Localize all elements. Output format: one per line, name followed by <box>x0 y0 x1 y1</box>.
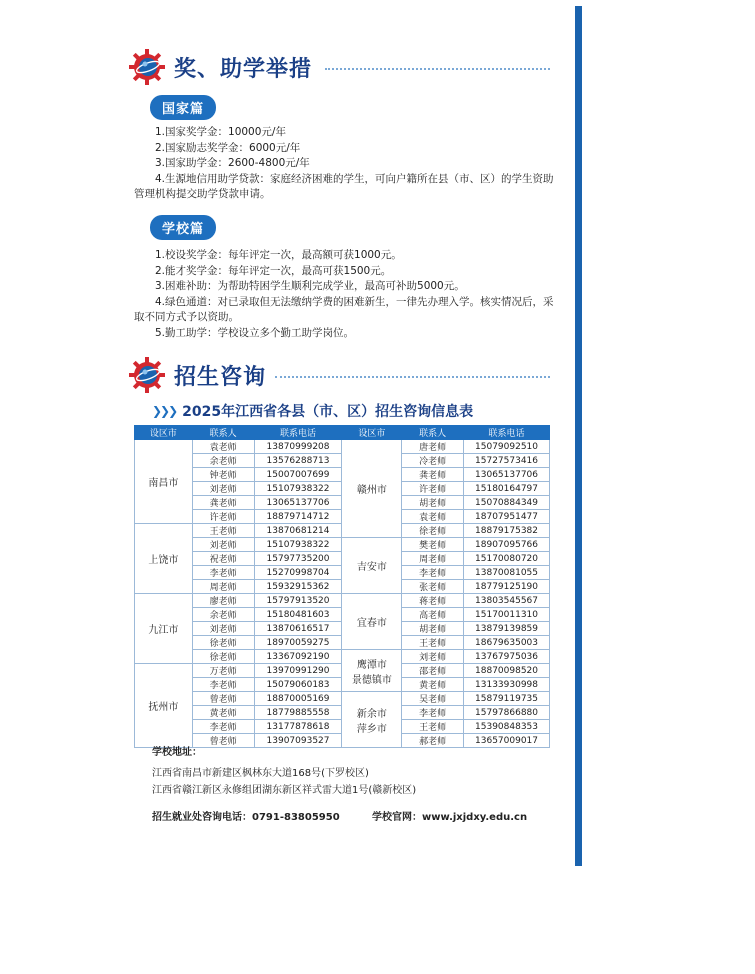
phone-cell: 15107938322 <box>254 538 342 552</box>
contact-cell: 郝老师 <box>402 734 464 748</box>
admission-table <box>134 425 550 748</box>
phone-cell: 15879119735 <box>464 692 550 706</box>
phone-cell: 18679635003 <box>464 636 550 650</box>
contact-cell: 唐老师 <box>402 440 464 454</box>
city-cell: 赣州市 <box>342 440 402 538</box>
contact-cell: 李老师 <box>402 566 464 580</box>
list-item: 2.能才奖学金：每年评定一次，最高可获1500元。 <box>155 264 392 277</box>
column-header: 设区市 <box>135 426 193 440</box>
phone-cell: 15797913520 <box>254 594 342 608</box>
contact-cell: 许老师 <box>402 482 464 496</box>
phone-cell: 13367092190 <box>254 650 342 664</box>
column-header: 联系电话 <box>464 426 550 440</box>
phone-cell: 15727573416 <box>464 454 550 468</box>
triple-chevron-icon: ❯❯❯ <box>152 404 177 418</box>
contact-cell: 邵老师 <box>402 664 464 678</box>
contact-cell: 王老师 <box>402 636 464 650</box>
phone-cell: 18907095766 <box>464 538 550 552</box>
phone-cell: 15079060183 <box>254 678 342 692</box>
contact-cell: 胡老师 <box>402 496 464 510</box>
contact-cell: 高老师 <box>402 608 464 622</box>
gear-globe-icon <box>128 356 166 394</box>
list-item: 3.国家助学金：2600-4800元/年 <box>155 157 310 169</box>
national-label: 国家篇 <box>150 95 216 120</box>
contact-cell: 李老师 <box>192 720 254 734</box>
phone-cell: 15180164797 <box>464 482 550 496</box>
city-cell: 抚州市 <box>135 664 193 748</box>
list-item: 4.绿色通道：对已录取但无法缴纳学费的困难新生，一律先办理入学。核实情况后，采取不同方式予以资助。 <box>134 295 554 323</box>
section-header-awards <box>128 48 312 86</box>
contact-cell: 李老师 <box>192 678 254 692</box>
contact-cell: 徐老师 <box>402 524 464 538</box>
phone-cell: 18879714712 <box>254 510 342 524</box>
phone-cell: 15932915362 <box>254 580 342 594</box>
dotted-rule <box>325 68 550 70</box>
contact-cell: 蒋老师 <box>402 594 464 608</box>
phone-cell: 15170080720 <box>464 552 550 566</box>
contact-cell: 周老师 <box>192 580 254 594</box>
column-header: 设区市 <box>342 426 402 440</box>
phone-cell: 13065137706 <box>464 468 550 482</box>
contact-cell: 李老师 <box>402 706 464 720</box>
phone-cell: 15079092510 <box>464 440 550 454</box>
phone-cell: 15797866880 <box>464 706 550 720</box>
table-body <box>135 440 550 748</box>
phone-cell: 15797735200 <box>254 552 342 566</box>
dotted-rule <box>275 376 550 378</box>
contact-cell: 王老师 <box>192 524 254 538</box>
contact-cell: 曾老师 <box>192 692 254 706</box>
table-row <box>135 594 550 608</box>
section-title: 招生咨询 <box>174 364 267 390</box>
list-item: 3.困难补助：为帮助特困学生顺利完成学业，最高可补助5000元。 <box>155 280 465 292</box>
school-list <box>134 248 554 341</box>
list-item: 4.生源地信用助学贷款：家庭经济困难的学生，可向户籍所在县（市、区）的学生资助管理机构提交助学贷款申请。 <box>134 172 554 200</box>
contact-cell: 徐老师 <box>192 650 254 664</box>
contact-cell: 钟老师 <box>192 468 254 482</box>
contact-cell: 黄老师 <box>192 706 254 720</box>
gear-globe-icon <box>128 48 166 86</box>
table-title <box>152 401 473 421</box>
phone-cell: 13177878618 <box>254 720 342 734</box>
school-website: 学校官网：www.jxjdxy.edu.cn <box>372 812 528 823</box>
section-header-admission <box>128 356 266 394</box>
table-row <box>135 650 550 664</box>
contact-cell: 龚老师 <box>402 468 464 482</box>
table-title-text: 2025年江西省各县（市、区）招生咨询信息表 <box>182 404 474 420</box>
city-cell: 宜春市 <box>342 594 402 650</box>
contact-cell: 胡老师 <box>402 622 464 636</box>
phone-cell: 13657009017 <box>464 734 550 748</box>
city-cell: 上饶市 <box>135 524 193 594</box>
phone-cell: 13767975036 <box>464 650 550 664</box>
school-label: 学校篇 <box>150 215 216 240</box>
contact-cell: 刘老师 <box>402 650 464 664</box>
contact-cell: 刘老师 <box>192 538 254 552</box>
admission-phone: 招生就业处咨询电话：0791-83805950 <box>152 812 340 823</box>
contact-cell: 曾老师 <box>192 734 254 748</box>
contact-cell: 袁老师 <box>402 510 464 524</box>
phone-cell: 18779885558 <box>254 706 342 720</box>
address-line: 江西省南昌市新建区枫林东大道168号(下罗校区) <box>152 768 369 779</box>
contact-cell: 黄老师 <box>402 678 464 692</box>
phone-cell: 13065137706 <box>254 496 342 510</box>
phone-cell: 18879175382 <box>464 524 550 538</box>
contact-cell: 张老师 <box>402 580 464 594</box>
phone-cell: 13133930998 <box>464 678 550 692</box>
contact-cell: 吴老师 <box>402 692 464 706</box>
phone-cell: 15170011310 <box>464 608 550 622</box>
contact-cell: 万老师 <box>192 664 254 678</box>
contact-cell: 周老师 <box>402 552 464 566</box>
contact-cell: 袁老师 <box>192 440 254 454</box>
list-item: 1.国家奖学金：10000元/年 <box>155 126 286 138</box>
city-cell: 新余市 萍乡市 <box>342 692 402 748</box>
list-item: 2.国家励志奖学金：6000元/年 <box>155 141 301 154</box>
phone-cell: 13803545567 <box>464 594 550 608</box>
table-row <box>135 692 550 706</box>
address-label: 学校地址： <box>152 747 202 758</box>
contact-cell: 刘老师 <box>192 622 254 636</box>
list-item: 1.校设奖学金：每年评定一次，最高额可获1000元。 <box>155 249 402 261</box>
address-line: 江西省赣江新区永修组团湖东新区祥式雷大道1号(赣新校区) <box>152 785 417 796</box>
phone-cell: 18870098520 <box>464 664 550 678</box>
contact-cell: 刘老师 <box>192 482 254 496</box>
contact-cell: 余老师 <box>192 454 254 468</box>
contact-cell: 王老师 <box>402 720 464 734</box>
contact-cell: 冷老师 <box>402 454 464 468</box>
national-list <box>134 125 554 203</box>
section-title: 奖、助学举措 <box>174 56 313 82</box>
table-row <box>135 440 550 454</box>
contact-cell: 龚老师 <box>192 496 254 510</box>
contact-cell: 廖老师 <box>192 594 254 608</box>
contact-cell: 许老师 <box>192 510 254 524</box>
city-cell: 鹰潭市 景德镇市 <box>342 650 402 692</box>
phone-cell: 13907093527 <box>254 734 342 748</box>
phone-cell: 13870081055 <box>464 566 550 580</box>
phone-cell: 18970059275 <box>254 636 342 650</box>
city-cell: 南昌市 <box>135 440 193 524</box>
contact-cell: 樊老师 <box>402 538 464 552</box>
phone-cell: 15180481603 <box>254 608 342 622</box>
right-edge-bar <box>575 6 582 866</box>
phone-cell: 15390848353 <box>464 720 550 734</box>
city-cell: 九江市 <box>135 594 193 664</box>
table-header-row <box>135 426 550 440</box>
phone-cell: 15007007699 <box>254 468 342 482</box>
list-item: 5.勤工助学：学校设立多个勤工助学岗位。 <box>155 326 355 339</box>
phone-cell: 18779125190 <box>464 580 550 594</box>
phone-cell: 13870999208 <box>254 440 342 454</box>
phone-cell: 15070884349 <box>464 496 550 510</box>
phone-cell: 15107938322 <box>254 482 342 496</box>
contact-cell: 余老师 <box>192 608 254 622</box>
contact-cell: 徐老师 <box>192 636 254 650</box>
phone-cell: 18870005169 <box>254 692 342 706</box>
phone-cell: 13970991290 <box>254 664 342 678</box>
city-cell: 吉安市 <box>342 538 402 594</box>
phone-cell: 13879139859 <box>464 622 550 636</box>
contact-cell: 李老师 <box>192 566 254 580</box>
contact-cell: 祝老师 <box>192 552 254 566</box>
column-header: 联系人 <box>402 426 464 440</box>
table-row <box>135 538 550 552</box>
column-header: 联系人 <box>192 426 254 440</box>
phone-cell: 13870616517 <box>254 622 342 636</box>
phone-cell: 15270998704 <box>254 566 342 580</box>
phone-cell: 18707951477 <box>464 510 550 524</box>
column-header: 联系电话 <box>254 426 342 440</box>
phone-cell: 13870681214 <box>254 524 342 538</box>
phone-cell: 13576288713 <box>254 454 342 468</box>
